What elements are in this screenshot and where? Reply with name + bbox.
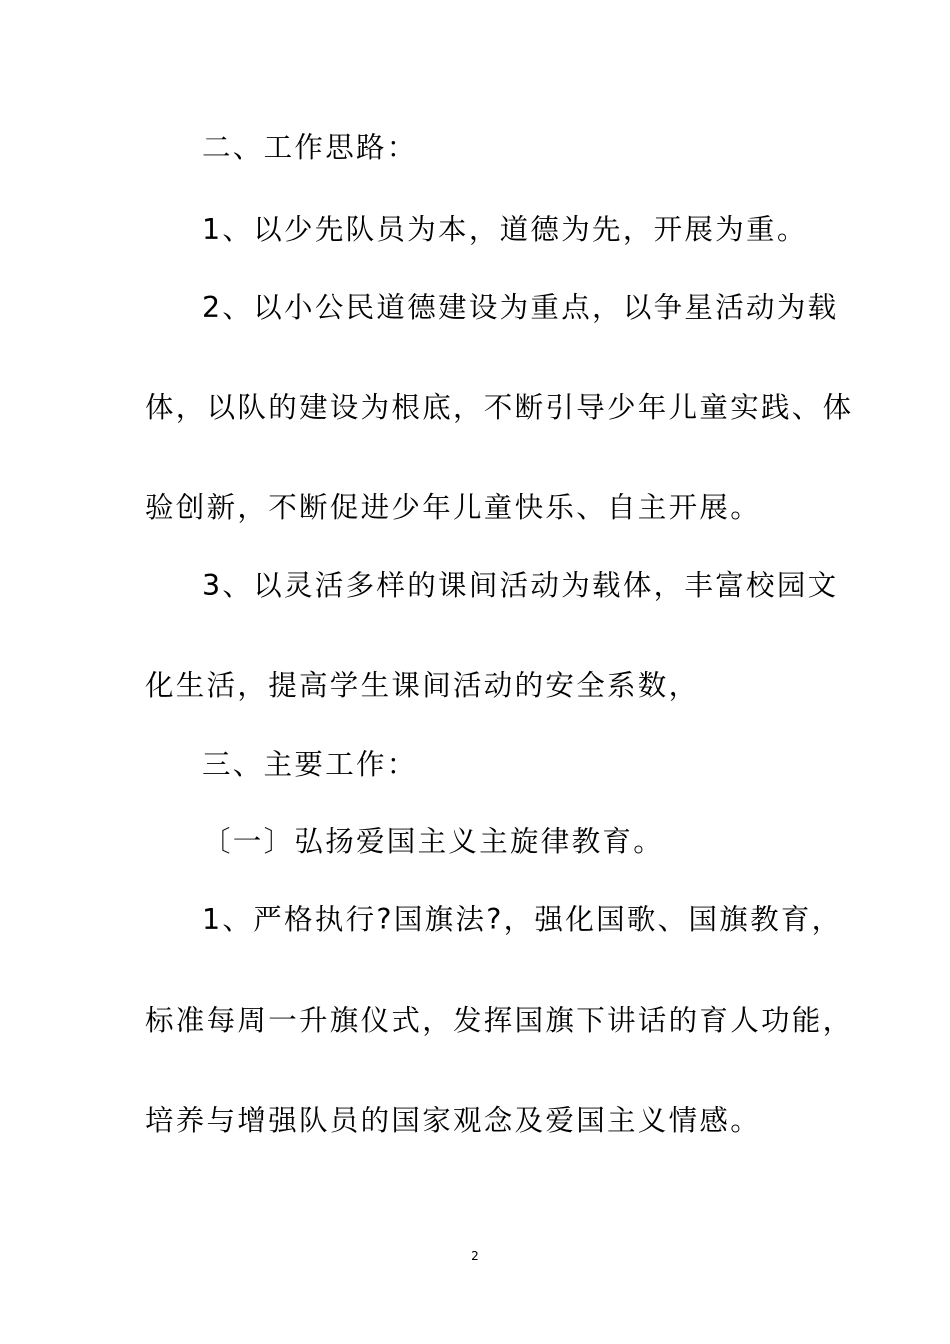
section-heading-work-approach: 二、工作思路：: [202, 131, 418, 164]
paragraph-line: 1、严格执行?国旗法?，强化国歌、国旗教育，: [202, 903, 843, 936]
paragraph-line: 1、以少先队员为本，道德为先，开展为重。: [202, 213, 808, 246]
subsection-heading: 〔一〕弘扬爱国主义主旋律教育。: [202, 825, 665, 858]
paragraph-line: 体，以队的建设为根底，不断引导少年儿童实践、体: [145, 391, 854, 424]
paragraph-line: 3、以灵活多样的课间活动为载体，丰富校园文: [202, 569, 839, 602]
section-heading-main-work: 三、主要工作：: [202, 748, 418, 781]
paragraph-line: 培养与增强队员的国家观念及爱国主义情感。: [145, 1104, 762, 1137]
page-number: 2: [471, 1249, 479, 1263]
paragraph-line: 化生活，提高学生课间活动的安全系数，: [145, 669, 700, 702]
paragraph-line: 标准每周一升旗仪式，发挥国旗下讲话的育人功能，: [145, 1004, 854, 1037]
paragraph-line: 2、以小公民道德建设为重点，以争星活动为载: [202, 291, 839, 324]
paragraph-line: 验创新，不断促进少年儿童快乐、自主开展。: [145, 491, 762, 524]
